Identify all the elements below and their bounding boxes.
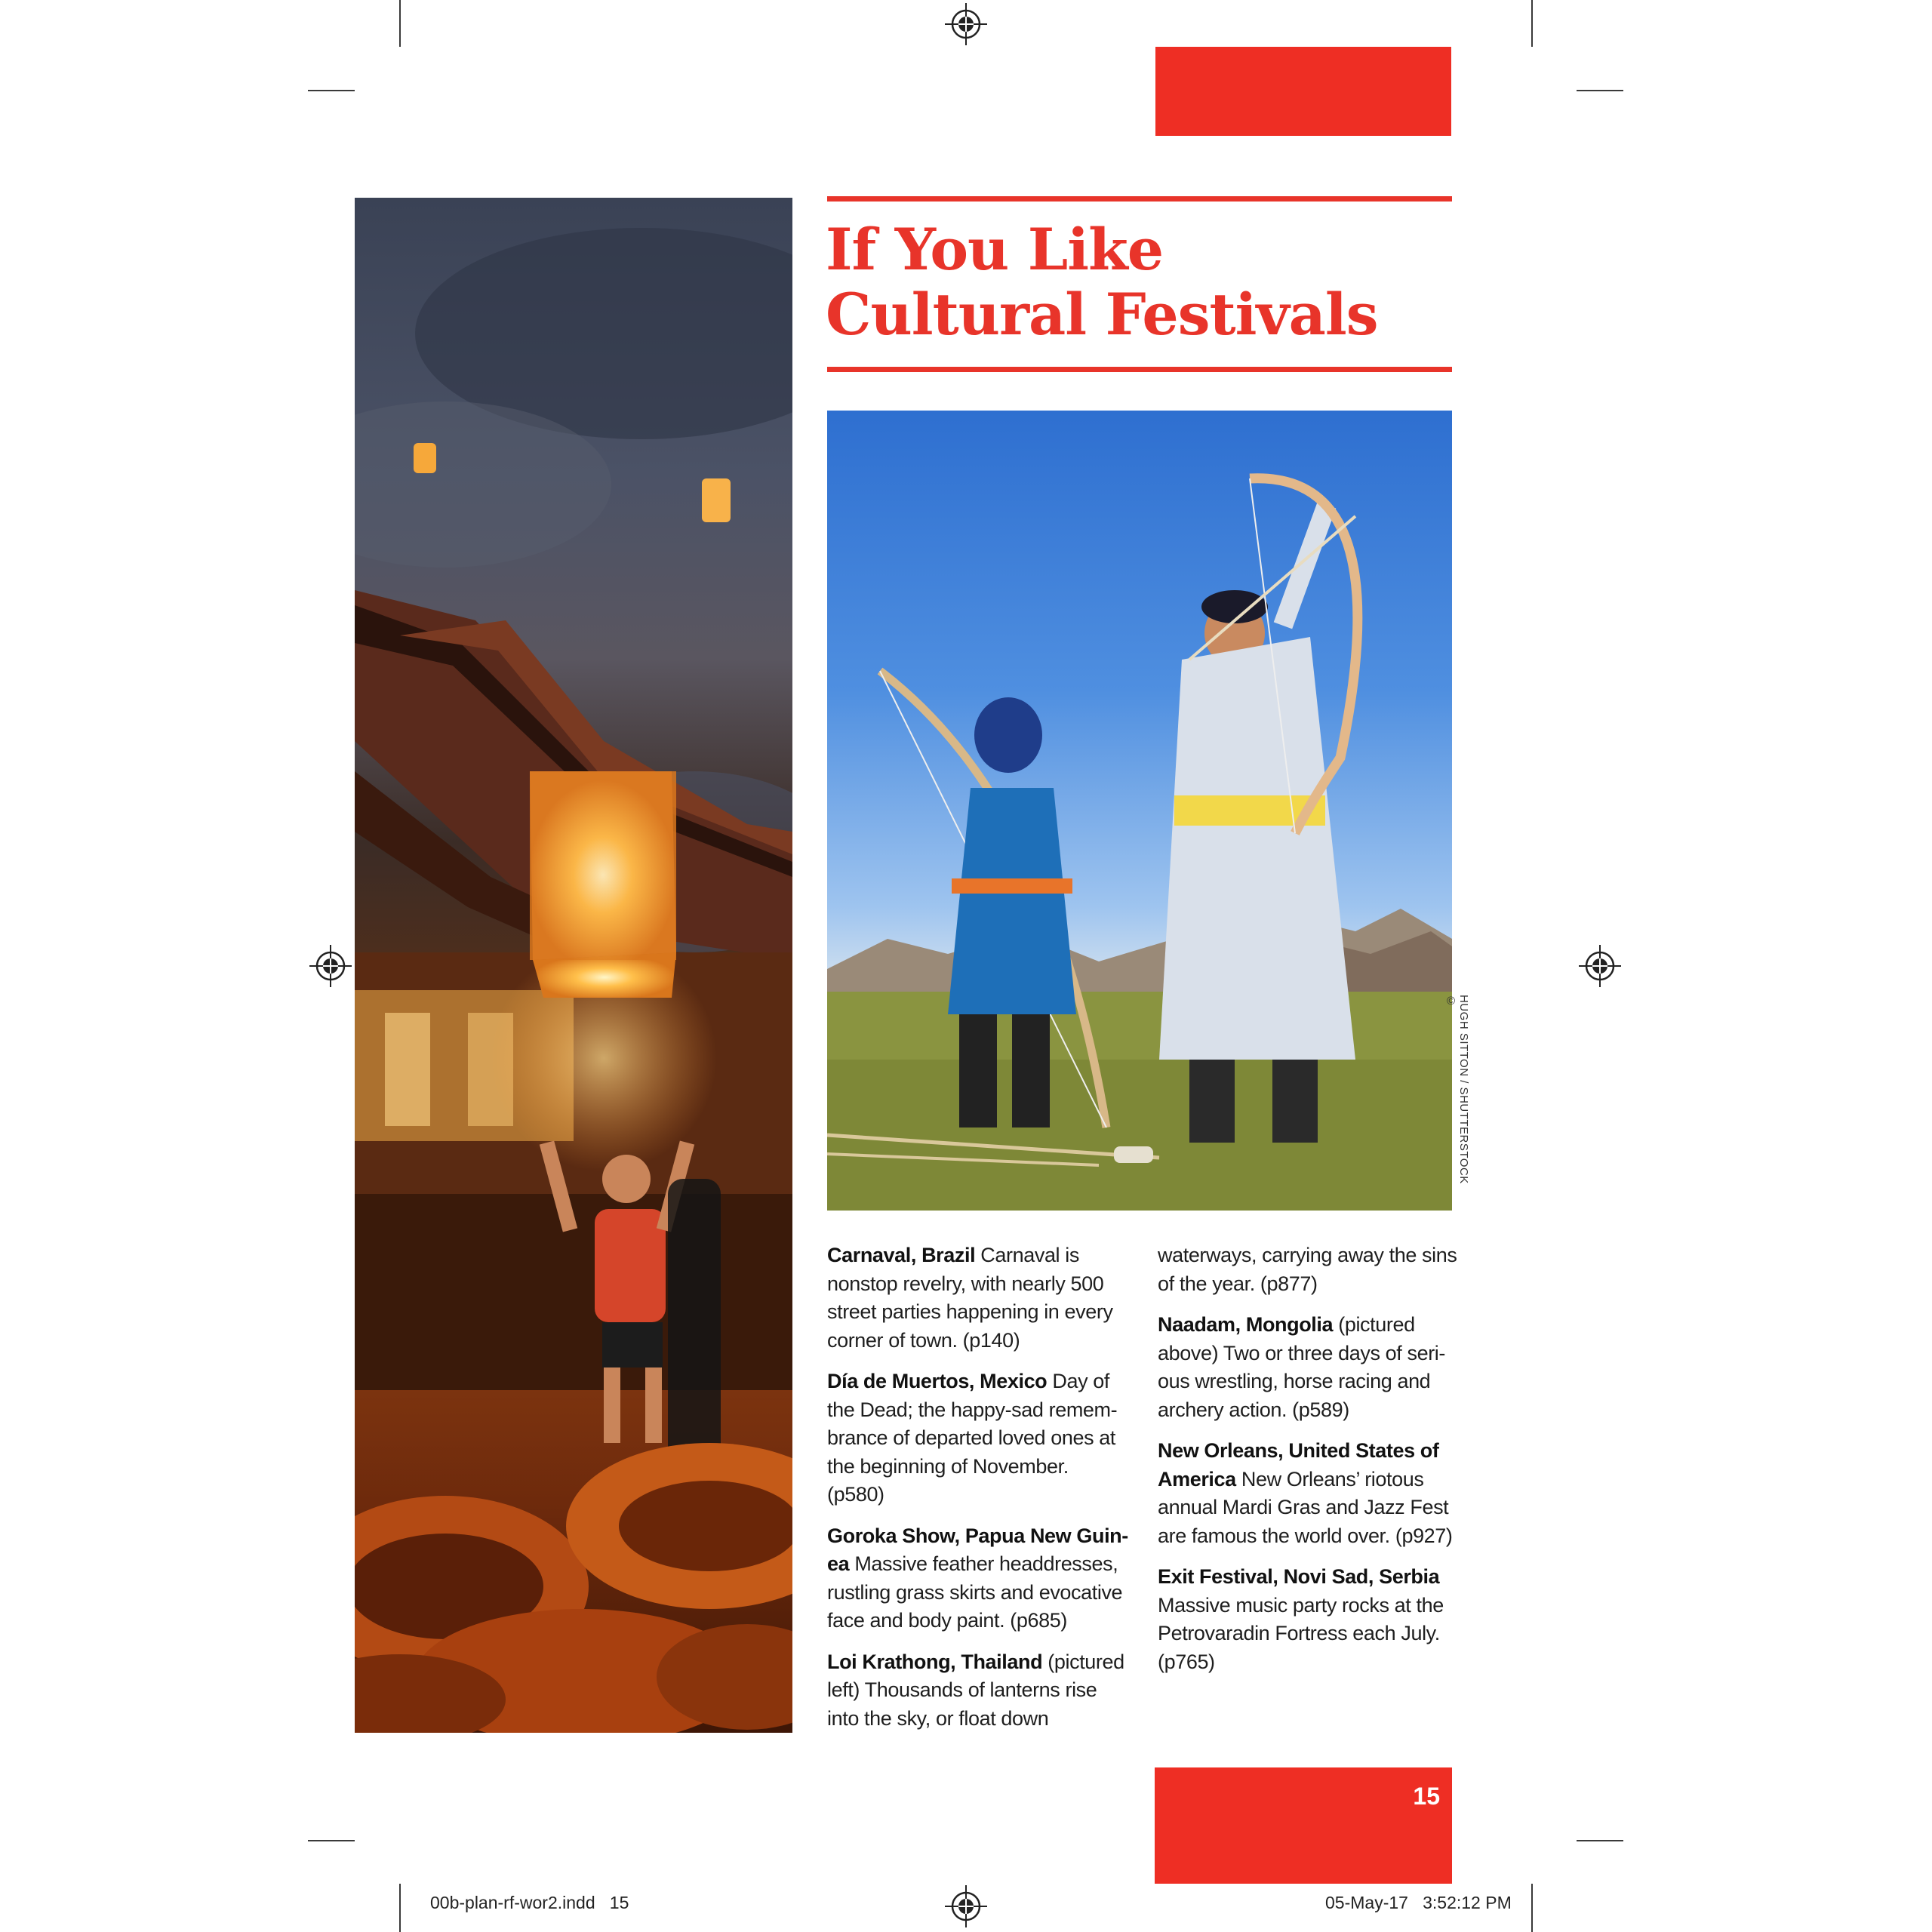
slug-date: 05-May-17 3:52:12 PM xyxy=(1325,1893,1512,1912)
crop-mark xyxy=(308,90,355,91)
festival-entry xyxy=(1158,1563,1460,1676)
registration-mark-icon xyxy=(943,2,989,47)
page-title-line-2: Cultural Festivals xyxy=(826,281,1378,348)
photo-credit: HUGH SITTON / SHUTTERSTOCK © xyxy=(1444,995,1470,1184)
page-number: 15 xyxy=(1413,1783,1440,1810)
text-column-left xyxy=(827,1241,1129,1746)
crop-mark xyxy=(1577,1840,1623,1841)
heading-rule-bottom xyxy=(827,367,1452,372)
festival-entry xyxy=(827,1522,1129,1635)
section-tab xyxy=(1155,47,1451,136)
registration-mark-icon xyxy=(1577,943,1623,989)
registration-mark-icon xyxy=(308,943,353,989)
festival-name: Naadam, Mongolia xyxy=(1158,1313,1334,1336)
slug-filename: 00b-plan-rf-wor2.indd 15 xyxy=(430,1893,629,1912)
festival-description: waterways, carrying away the sins of the year. (p877) xyxy=(1158,1244,1457,1295)
festival-name: Exit Festival, Novi Sad, Serbia xyxy=(1158,1565,1440,1588)
crop-mark xyxy=(1577,90,1623,91)
crop-mark xyxy=(1531,1884,1533,1932)
festival-description: Carnaval is nonstop revelry, with nearly 500 street parties happening in every corner of town. (p140) xyxy=(827,1244,1113,1352)
crop-mark xyxy=(308,1840,355,1841)
festival-description: (pictured left) Thousands of lanterns rise into the sky, or float down xyxy=(827,1650,1124,1730)
festival-entry xyxy=(1158,1437,1460,1550)
lantern-festival-photo xyxy=(355,198,792,1733)
festival-description: Day of the Dead; the happy-sad remembrance of departed loved ones at the beginning of November. (p580) xyxy=(827,1370,1118,1506)
festival-description: Massive music party rocks at the Petrovaradin Fortress each July. (p765) xyxy=(1158,1593,1444,1673)
festival-entry xyxy=(1158,1311,1460,1424)
festival-description: (pictured above) Two or three days of serious wrestling, horse racing and archery action. (p589) xyxy=(1158,1313,1446,1421)
festival-name: Día de Muertos, Mexico xyxy=(827,1370,1048,1392)
festival-name: Loi Krathong, Thailand xyxy=(827,1650,1043,1673)
page-title xyxy=(826,217,1475,347)
festival-description: Massive feather headdresses, rustling grass skirts and evocative face and body paint. (p685) xyxy=(827,1552,1123,1632)
crop-mark xyxy=(1531,0,1533,47)
festival-entry xyxy=(827,1367,1129,1509)
registration-mark-icon xyxy=(943,1884,989,1929)
page-title-line-1: If You Like xyxy=(826,216,1164,283)
festival-entry xyxy=(827,1648,1129,1734)
festival-description: New Orleans’ riotous annual Mardi Gras and Jazz Fest are famous the world over. (p927) xyxy=(1158,1467,1453,1547)
crop-mark xyxy=(399,1884,401,1932)
festival-entry xyxy=(827,1241,1129,1355)
festival-name: Carnaval, Brazil xyxy=(827,1244,976,1266)
crop-mark xyxy=(399,0,401,47)
festival-entry-continued xyxy=(1158,1241,1460,1298)
festival-name: New Orleans, United States of America xyxy=(1158,1439,1439,1491)
text-column-right xyxy=(1158,1241,1460,1689)
heading-rule-top xyxy=(827,196,1452,202)
naadam-archery-photo xyxy=(827,411,1452,1211)
festival-name: Goroka Show, Papua New Guinea xyxy=(827,1524,1129,1575)
